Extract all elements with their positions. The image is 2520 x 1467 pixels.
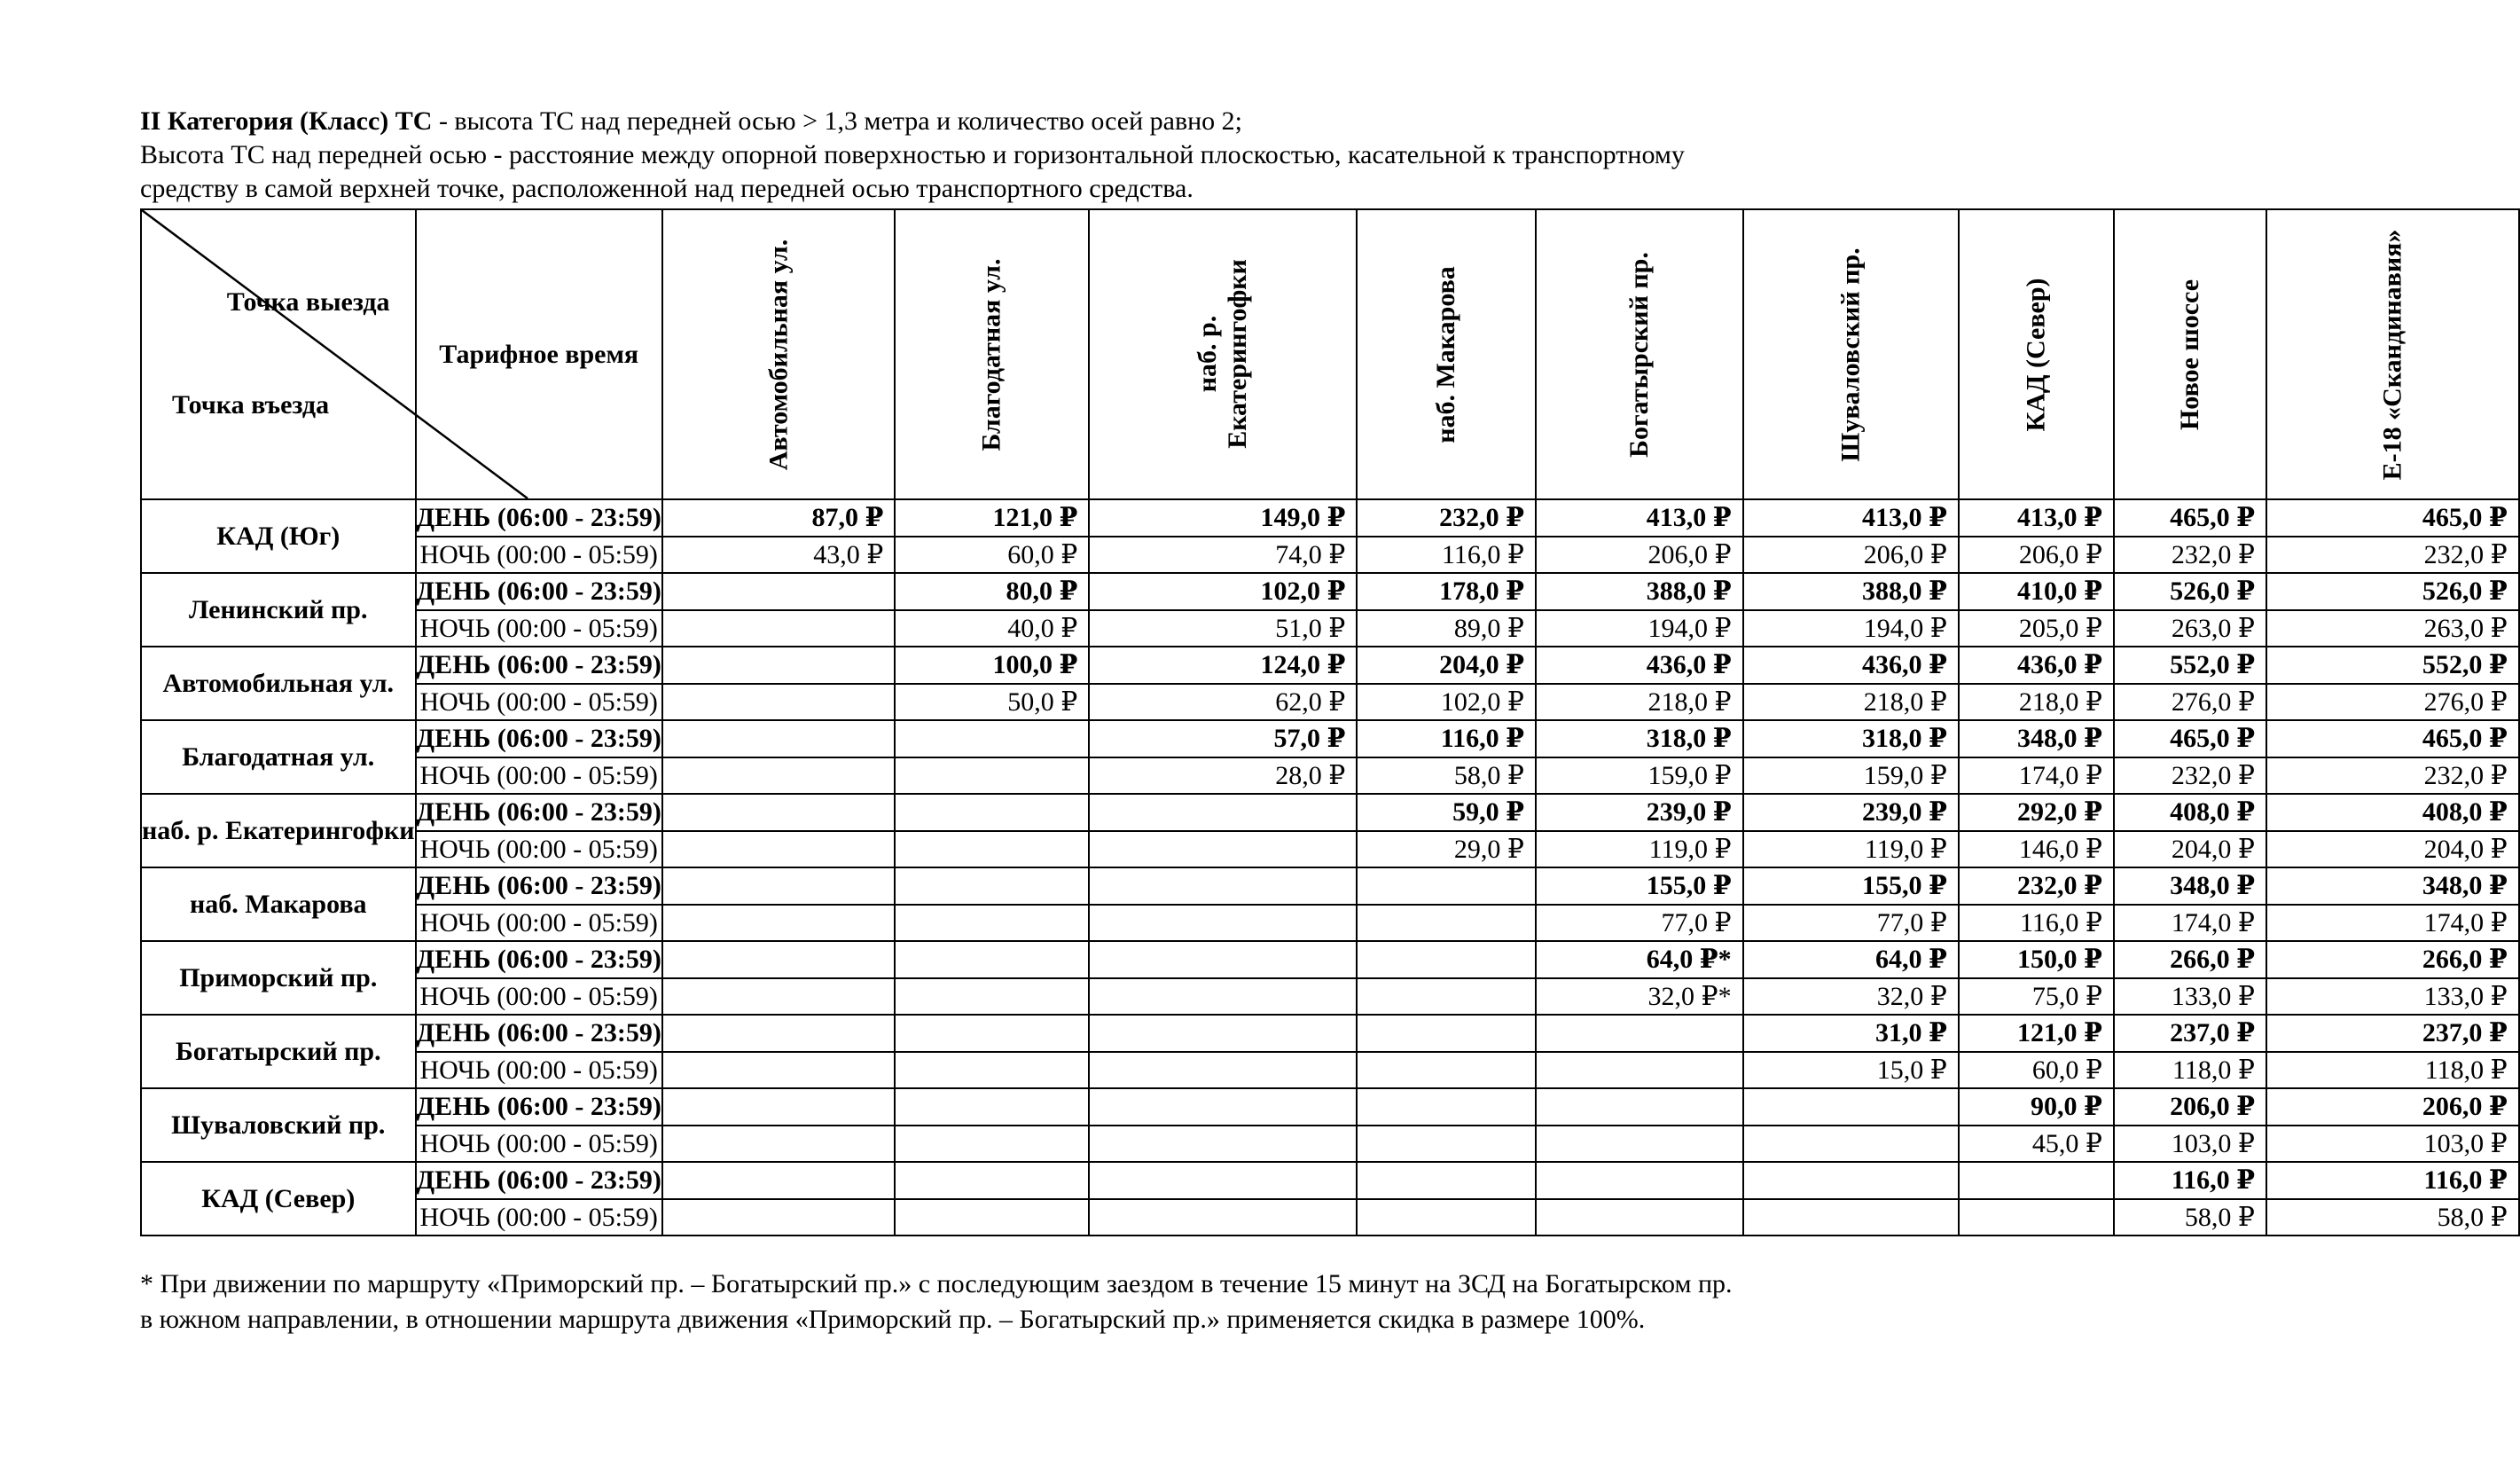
day-tariff-label: ДЕНЬ (06:00 - 23:59) (416, 794, 662, 831)
day-price-cell: 465,0 ₽ (2114, 499, 2266, 537)
day-price-cell: 266,0 ₽ (2266, 941, 2519, 978)
night-price-cell (1743, 1199, 1959, 1236)
night-price-cell (1357, 905, 1536, 942)
night-price-cell: 89,0 ₽ (1357, 610, 1536, 647)
night-price-cell: 102,0 ₽ (1357, 684, 1536, 721)
col-header (1357, 209, 1536, 499)
entry-point-cell: Автомобильная ул. (141, 647, 416, 720)
day-price-cell (1089, 1088, 1357, 1126)
footnote (140, 1267, 2002, 1338)
day-price-cell: 155,0 ₽ (1536, 867, 1743, 905)
day-price-cell: 408,0 ₽ (2114, 794, 2266, 831)
day-price-cell: 232,0 ₽ (1357, 499, 1536, 537)
night-price-cell: 60,0 ₽ (895, 537, 1089, 574)
night-price-cell: 232,0 ₽ (2114, 757, 2266, 795)
day-price-cell (895, 1015, 1089, 1052)
day-price-cell: 413,0 ₽ (1743, 499, 1959, 537)
night-price-cell (1357, 1199, 1536, 1236)
night-price-cell: 103,0 ₽ (2114, 1126, 2266, 1163)
day-price-cell: 237,0 ₽ (2114, 1015, 2266, 1052)
table-row (141, 499, 2519, 537)
table-row (141, 831, 2519, 868)
diagonal-line (142, 210, 528, 498)
night-price-cell (895, 905, 1089, 942)
day-price-cell: 178,0 ₽ (1357, 573, 1536, 610)
day-price-cell: 292,0 ₽ (1959, 794, 2114, 831)
day-price-cell: 116,0 ₽ (1357, 720, 1536, 757)
col-header (2266, 209, 2519, 499)
entry-point-cell: Приморский пр. (141, 941, 416, 1015)
entry-point-cell: наб. Макарова (141, 867, 416, 941)
day-price-cell: 124,0 ₽ (1089, 647, 1357, 684)
night-price-cell (895, 831, 1089, 868)
day-tariff-label: ДЕНЬ (06:00 - 23:59) (416, 1015, 662, 1052)
exit-point-label: Точка выезда (226, 287, 390, 317)
col-header-label: Е-18 «Скандинавия» (2377, 229, 2407, 481)
day-price-cell: 237,0 ₽ (2266, 1015, 2519, 1052)
day-price-cell: 64,0 ₽ (1743, 941, 1959, 978)
table-row (141, 610, 2519, 647)
footnote-line-1: * При движении по маршруту «Приморский пр. – Богатырский пр.» с последующим заездом в течение 15 минут на ЗСД на Богатырском пр. (140, 1269, 1733, 1298)
day-price-cell: 348,0 ₽ (2266, 867, 2519, 905)
night-tariff-label: НОЧЬ (00:00 - 05:59) (416, 537, 662, 574)
entry-point-cell: КАД (Север) (141, 1162, 416, 1236)
day-price-cell: 388,0 ₽ (1743, 573, 1959, 610)
night-price-cell: 103,0 ₽ (2266, 1126, 2519, 1163)
entry-point-cell: Благодатная ул. (141, 720, 416, 794)
entry-point-cell: Шуваловский пр. (141, 1088, 416, 1162)
day-price-cell: 410,0 ₽ (1959, 573, 2114, 610)
tariff-time-header: Тарифное время (416, 209, 662, 499)
entry-point-cell: Богатырский пр. (141, 1015, 416, 1088)
day-price-cell: 465,0 ₽ (2114, 720, 2266, 757)
night-price-cell (1357, 1052, 1536, 1089)
table-row (141, 1088, 2519, 1126)
category-title: II Категория (Класс) ТС (140, 106, 433, 136)
table-row (141, 573, 2519, 610)
day-price-cell: 59,0 ₽ (1357, 794, 1536, 831)
night-price-cell: 62,0 ₽ (1089, 684, 1357, 721)
night-price-cell: 118,0 ₽ (2266, 1052, 2519, 1089)
day-price-cell: 526,0 ₽ (2266, 573, 2519, 610)
night-price-cell: 194,0 ₽ (1743, 610, 1959, 647)
night-price-cell: 15,0 ₽ (1743, 1052, 1959, 1089)
night-price-cell: 45,0 ₽ (1959, 1126, 2114, 1163)
header-row (141, 209, 2519, 499)
tariff-table (140, 208, 2520, 1236)
night-price-cell (1089, 905, 1357, 942)
day-price-cell: 408,0 ₽ (2266, 794, 2519, 831)
col-header-label: Благодатная ул. (976, 258, 1006, 451)
day-price-cell (1743, 1088, 1959, 1126)
night-price-cell: 206,0 ₽ (1536, 537, 1743, 574)
night-price-cell: 58,0 ₽ (2114, 1199, 2266, 1236)
night-price-cell: 276,0 ₽ (2266, 684, 2519, 721)
day-price-cell: 436,0 ₽ (1743, 647, 1959, 684)
table-row (141, 537, 2519, 574)
entry-point-cell: Ленинский пр. (141, 573, 416, 647)
night-price-cell: 218,0 ₽ (1743, 684, 1959, 721)
day-price-cell (662, 941, 896, 978)
day-price-cell (662, 794, 896, 831)
day-price-cell: 155,0 ₽ (1743, 867, 1959, 905)
night-tariff-label: НОЧЬ (00:00 - 05:59) (416, 610, 662, 647)
day-price-cell (1536, 1088, 1743, 1126)
footnote-line-2: в южном направлении, в отношении маршрута движения «Приморский пр. – Богатырский пр.» применяется скидка в размере 100%. (140, 1305, 1646, 1334)
day-price-cell (662, 573, 896, 610)
table-row (141, 905, 2519, 942)
night-price-cell: 194,0 ₽ (1536, 610, 1743, 647)
night-price-cell (662, 1052, 896, 1089)
night-price-cell: 77,0 ₽ (1536, 905, 1743, 942)
night-price-cell: 50,0 ₽ (895, 684, 1089, 721)
day-price-cell (662, 867, 896, 905)
night-price-cell: 74,0 ₽ (1089, 537, 1357, 574)
night-price-cell (662, 1199, 896, 1236)
night-price-cell: 118,0 ₽ (2114, 1052, 2266, 1089)
night-price-cell (1536, 1126, 1743, 1163)
day-price-cell: 31,0 ₽ (1743, 1015, 1959, 1052)
night-price-cell (1959, 1199, 2114, 1236)
day-price-cell (1357, 941, 1536, 978)
night-price-cell: 146,0 ₽ (1959, 831, 2114, 868)
night-price-cell: 232,0 ₽ (2114, 537, 2266, 574)
table-row (141, 647, 2519, 684)
day-price-cell (1089, 941, 1357, 978)
night-price-cell: 263,0 ₽ (2266, 610, 2519, 647)
col-header (662, 209, 896, 499)
night-price-cell (1536, 1052, 1743, 1089)
night-price-cell: 58,0 ₽ (1357, 757, 1536, 795)
day-price-cell (662, 720, 896, 757)
day-price-cell: 526,0 ₽ (2114, 573, 2266, 610)
day-price-cell: 100,0 ₽ (895, 647, 1089, 684)
night-price-cell (1089, 978, 1357, 1016)
day-price-cell (662, 1015, 896, 1052)
night-tariff-label: НОЧЬ (00:00 - 05:59) (416, 1052, 662, 1089)
day-price-cell (1536, 1162, 1743, 1199)
night-price-cell: 174,0 ₽ (2266, 905, 2519, 942)
night-price-cell (895, 1052, 1089, 1089)
day-price-cell: 436,0 ₽ (1959, 647, 2114, 684)
col-header-label: наб. Макарова (1431, 266, 1461, 443)
night-price-cell (662, 757, 896, 795)
col-header-label: Шуваловский пр. (1835, 247, 1866, 462)
day-price-cell: 150,0 ₽ (1959, 941, 2114, 978)
col-header (1536, 209, 1743, 499)
table-row (141, 867, 2519, 905)
night-price-cell (662, 831, 896, 868)
table-row (141, 720, 2519, 757)
day-price-cell (1959, 1162, 2114, 1199)
table-row (141, 941, 2519, 978)
table-row (141, 1199, 2519, 1236)
day-price-cell (1357, 1015, 1536, 1052)
night-price-cell: 28,0 ₽ (1089, 757, 1357, 795)
night-price-cell: 119,0 ₽ (1743, 831, 1959, 868)
day-tariff-label: ДЕНЬ (06:00 - 23:59) (416, 720, 662, 757)
night-price-cell: 204,0 ₽ (2266, 831, 2519, 868)
day-price-cell (1357, 867, 1536, 905)
day-tariff-label: ДЕНЬ (06:00 - 23:59) (416, 647, 662, 684)
day-price-cell: 348,0 ₽ (2114, 867, 2266, 905)
col-header (1959, 209, 2114, 499)
entry-point-cell: наб. р. Екатерингофки (141, 794, 416, 867)
day-price-cell: 436,0 ₽ (1536, 647, 1743, 684)
night-price-cell (895, 1126, 1089, 1163)
col-header-label: Автомобильная ул. (763, 239, 794, 471)
category-condition: - высота ТС над передней осью > 1,3 метра и количество осей равно 2; (432, 106, 1243, 136)
day-price-cell: 465,0 ₽ (2266, 499, 2519, 537)
day-price-cell: 318,0 ₽ (1536, 720, 1743, 757)
table-row (141, 684, 2519, 721)
night-price-cell: 232,0 ₽ (2266, 757, 2519, 795)
day-price-cell (1357, 1088, 1536, 1126)
day-price-cell: 90,0 ₽ (1959, 1088, 2114, 1126)
day-price-cell: 348,0 ₽ (1959, 720, 2114, 757)
night-price-cell (1357, 1126, 1536, 1163)
night-tariff-label: НОЧЬ (00:00 - 05:59) (416, 978, 662, 1016)
day-tariff-label: ДЕНЬ (06:00 - 23:59) (416, 1162, 662, 1199)
col-header (1743, 209, 1959, 499)
day-price-cell (1089, 867, 1357, 905)
night-price-cell: 119,0 ₽ (1536, 831, 1743, 868)
night-price-cell (1743, 1126, 1959, 1163)
day-price-cell: 206,0 ₽ (2114, 1088, 2266, 1126)
night-price-cell: 58,0 ₽ (2266, 1199, 2519, 1236)
col-header-label: наб. р. Екатерингофки (1193, 258, 1253, 449)
day-price-cell (895, 1162, 1089, 1199)
col-header-label: Новое шоссе (2174, 278, 2204, 431)
night-price-cell (895, 757, 1089, 795)
day-price-cell: 102,0 ₽ (1089, 573, 1357, 610)
day-price-cell: 116,0 ₽ (2266, 1162, 2519, 1199)
day-price-cell: 552,0 ₽ (2114, 647, 2266, 684)
night-tariff-label: НОЧЬ (00:00 - 05:59) (416, 905, 662, 942)
day-price-cell (895, 941, 1089, 978)
day-price-cell: 64,0 ₽* (1536, 941, 1743, 978)
table-row (141, 1015, 2519, 1052)
day-price-cell (895, 867, 1089, 905)
col-header (895, 209, 1089, 499)
night-price-cell: 43,0 ₽ (662, 537, 896, 574)
day-price-cell: 413,0 ₽ (1959, 499, 2114, 537)
night-price-cell: 276,0 ₽ (2114, 684, 2266, 721)
day-price-cell: 204,0 ₽ (1357, 647, 1536, 684)
night-price-cell: 133,0 ₽ (2266, 978, 2519, 1016)
day-price-cell: 239,0 ₽ (1536, 794, 1743, 831)
night-price-cell: 159,0 ₽ (1536, 757, 1743, 795)
night-price-cell (1089, 1052, 1357, 1089)
day-price-cell (895, 1088, 1089, 1126)
day-tariff-label: ДЕНЬ (06:00 - 23:59) (416, 1088, 662, 1126)
day-price-cell: 121,0 ₽ (895, 499, 1089, 537)
table-row (141, 978, 2519, 1016)
night-price-cell: 206,0 ₽ (1959, 537, 2114, 574)
night-price-cell: 159,0 ₽ (1743, 757, 1959, 795)
table-row (141, 794, 2519, 831)
night-price-cell: 205,0 ₽ (1959, 610, 2114, 647)
day-price-cell (1089, 794, 1357, 831)
table-row (141, 1126, 2519, 1163)
entry-point-label: Точка въезда (172, 390, 330, 420)
day-tariff-label: ДЕНЬ (06:00 - 23:59) (416, 941, 662, 978)
day-price-cell: 232,0 ₽ (1959, 867, 2114, 905)
category-line (140, 105, 1958, 138)
night-price-cell (1536, 1199, 1743, 1236)
day-price-cell: 80,0 ₽ (895, 573, 1089, 610)
day-price-cell (662, 647, 896, 684)
entry-point-cell: КАД (Юг) (141, 499, 416, 573)
night-price-cell (1089, 1199, 1357, 1236)
day-price-cell (1089, 1015, 1357, 1052)
night-price-cell: 32,0 ₽* (1536, 978, 1743, 1016)
day-price-cell: 465,0 ₽ (2266, 720, 2519, 757)
night-price-cell (895, 1199, 1089, 1236)
day-tariff-label: ДЕНЬ (06:00 - 23:59) (416, 573, 662, 610)
intro-text (140, 105, 1958, 206)
night-price-cell: 116,0 ₽ (1357, 537, 1536, 574)
day-price-cell (662, 1162, 896, 1199)
day-price-cell: 552,0 ₽ (2266, 647, 2519, 684)
table-row (141, 1052, 2519, 1089)
table-row (141, 1162, 2519, 1199)
night-price-cell: 206,0 ₽ (1743, 537, 1959, 574)
night-price-cell (662, 978, 896, 1016)
night-tariff-label: НОЧЬ (00:00 - 05:59) (416, 831, 662, 868)
night-tariff-label: НОЧЬ (00:00 - 05:59) (416, 684, 662, 721)
day-price-cell (895, 720, 1089, 757)
night-price-cell (662, 905, 896, 942)
table-row (141, 757, 2519, 795)
night-price-cell (895, 978, 1089, 1016)
col-header (2114, 209, 2266, 499)
night-tariff-label: НОЧЬ (00:00 - 05:59) (416, 757, 662, 795)
night-price-cell: 60,0 ₽ (1959, 1052, 2114, 1089)
night-tariff-label: НОЧЬ (00:00 - 05:59) (416, 1126, 662, 1163)
night-price-cell (662, 684, 896, 721)
day-price-cell: 239,0 ₽ (1743, 794, 1959, 831)
day-tariff-label: ДЕНЬ (06:00 - 23:59) (416, 499, 662, 537)
col-header-label: Богатырский пр. (1624, 252, 1654, 458)
night-tariff-label: НОЧЬ (00:00 - 05:59) (416, 1199, 662, 1236)
day-price-cell (1743, 1162, 1959, 1199)
night-price-cell: 218,0 ₽ (1536, 684, 1743, 721)
night-price-cell: 40,0 ₽ (895, 610, 1089, 647)
day-price-cell: 266,0 ₽ (2114, 941, 2266, 978)
day-price-cell (1357, 1162, 1536, 1199)
day-price-cell: 388,0 ₽ (1536, 573, 1743, 610)
night-price-cell (662, 1126, 896, 1163)
day-price-cell: 206,0 ₽ (2266, 1088, 2519, 1126)
night-price-cell: 218,0 ₽ (1959, 684, 2114, 721)
night-price-cell: 232,0 ₽ (2266, 537, 2519, 574)
night-price-cell: 51,0 ₽ (1089, 610, 1357, 647)
definition-line-1: Высота ТС над передней осью - расстояние между опорной поверхностью и горизонтальной плоскостью, касательной к транспортному (140, 140, 1685, 169)
corner-header (141, 209, 416, 499)
day-price-cell (895, 794, 1089, 831)
night-price-cell: 32,0 ₽ (1743, 978, 1959, 1016)
day-price-cell: 116,0 ₽ (2114, 1162, 2266, 1199)
night-price-cell: 133,0 ₽ (2114, 978, 2266, 1016)
day-price-cell: 87,0 ₽ (662, 499, 896, 537)
night-price-cell (662, 610, 896, 647)
day-tariff-label: ДЕНЬ (06:00 - 23:59) (416, 867, 662, 905)
night-price-cell: 174,0 ₽ (1959, 757, 2114, 795)
night-price-cell: 77,0 ₽ (1743, 905, 1959, 942)
night-price-cell (1089, 831, 1357, 868)
col-header (1089, 209, 1357, 499)
day-price-cell: 318,0 ₽ (1743, 720, 1959, 757)
col-header-label: КАД (Север) (2021, 278, 2051, 432)
day-price-cell: 57,0 ₽ (1089, 720, 1357, 757)
day-price-cell (662, 1088, 896, 1126)
night-price-cell (1089, 1126, 1357, 1163)
day-price-cell: 149,0 ₽ (1089, 499, 1357, 537)
day-price-cell: 121,0 ₽ (1959, 1015, 2114, 1052)
night-price-cell: 75,0 ₽ (1959, 978, 2114, 1016)
night-price-cell: 29,0 ₽ (1357, 831, 1536, 868)
day-price-cell (1089, 1162, 1357, 1199)
table-body (141, 499, 2519, 1236)
night-price-cell: 116,0 ₽ (1959, 905, 2114, 942)
night-price-cell: 174,0 ₽ (2114, 905, 2266, 942)
day-price-cell: 413,0 ₽ (1536, 499, 1743, 537)
definition-line-2: средству в самой верхней точке, расположенной над передней осью транспортного средства. (140, 174, 1193, 203)
night-price-cell: 204,0 ₽ (2114, 831, 2266, 868)
day-price-cell (1536, 1015, 1743, 1052)
night-price-cell (1357, 978, 1536, 1016)
night-price-cell: 263,0 ₽ (2114, 610, 2266, 647)
